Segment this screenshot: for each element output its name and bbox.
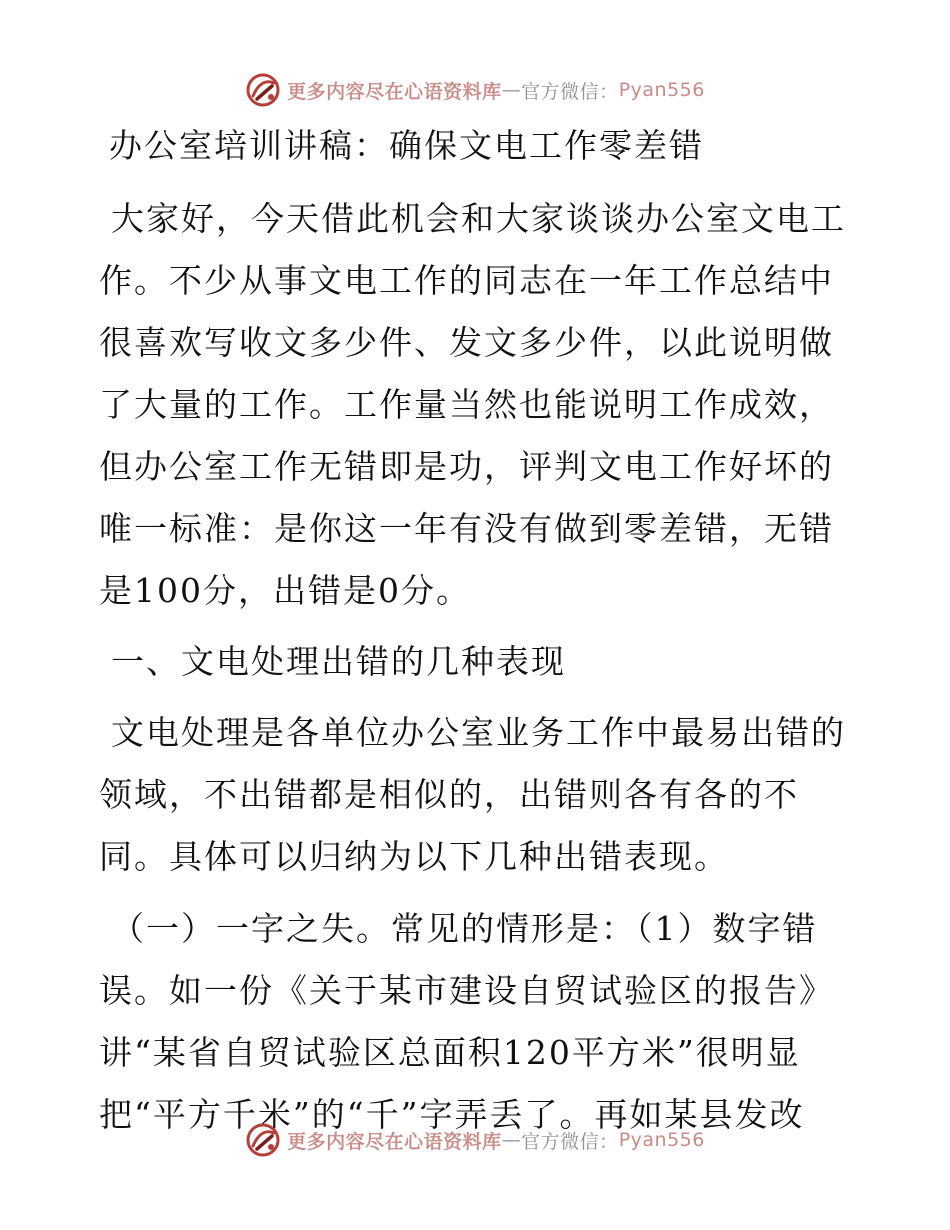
section-heading-1: 一、文电处理出错的几种表现 xyxy=(111,642,566,681)
watermark-dash: — xyxy=(501,79,522,101)
watermark-dash: — xyxy=(501,1129,522,1151)
watermark-code: Pyan556 xyxy=(618,1129,705,1151)
logo-seal-icon xyxy=(245,1122,281,1158)
watermark-tail-text: 官方微信： xyxy=(521,1130,619,1153)
watermark-lead-text: 更多内容尽在心语资料库 xyxy=(287,1130,502,1153)
watermark-tail-text: 官方微信： xyxy=(521,80,619,103)
watermark-footer xyxy=(0,1120,950,1160)
watermark-code: Pyan556 xyxy=(618,79,705,101)
logo-seal-icon xyxy=(245,72,281,108)
paragraph-intro: 大家好，今天借此机会和大家谈谈办公室文电工作。不少从事文电工作的同志在一年工作总结中很喜欢写收文多少件、发文多少件，以此说明做了大量的工作。工作量当然也能说明工作成效，但办公室工作无错即是功，评判文电工作好坏的唯一标准：是你这一年有没有做到零差错，无错是100分，出错是0分。 xyxy=(99,199,846,610)
watermark-header xyxy=(0,70,950,110)
paragraph-subsection-1: （一）一字之失。常见的情形是：（1）数字错误。如一份《关于某市建设自贸试验区的报告》讲“某省自贸试验区总面积120平方米”很明显把“平方千米”的“千”字弄丢了。再如某县发改 xyxy=(99,909,834,1134)
document-body xyxy=(99,124,859,1156)
paragraph-section-1: 文电处理是各单位办公室业务工作中最易出错的领域，不出错都是相似的，出错则各有各的不同。具体可以归纳为以下几种出错表现。 xyxy=(99,713,846,876)
document-title: 办公室培训讲稿：确保文电工作零差错 xyxy=(109,126,704,165)
watermark-lead-text: 更多内容尽在心语资料库 xyxy=(287,80,502,103)
